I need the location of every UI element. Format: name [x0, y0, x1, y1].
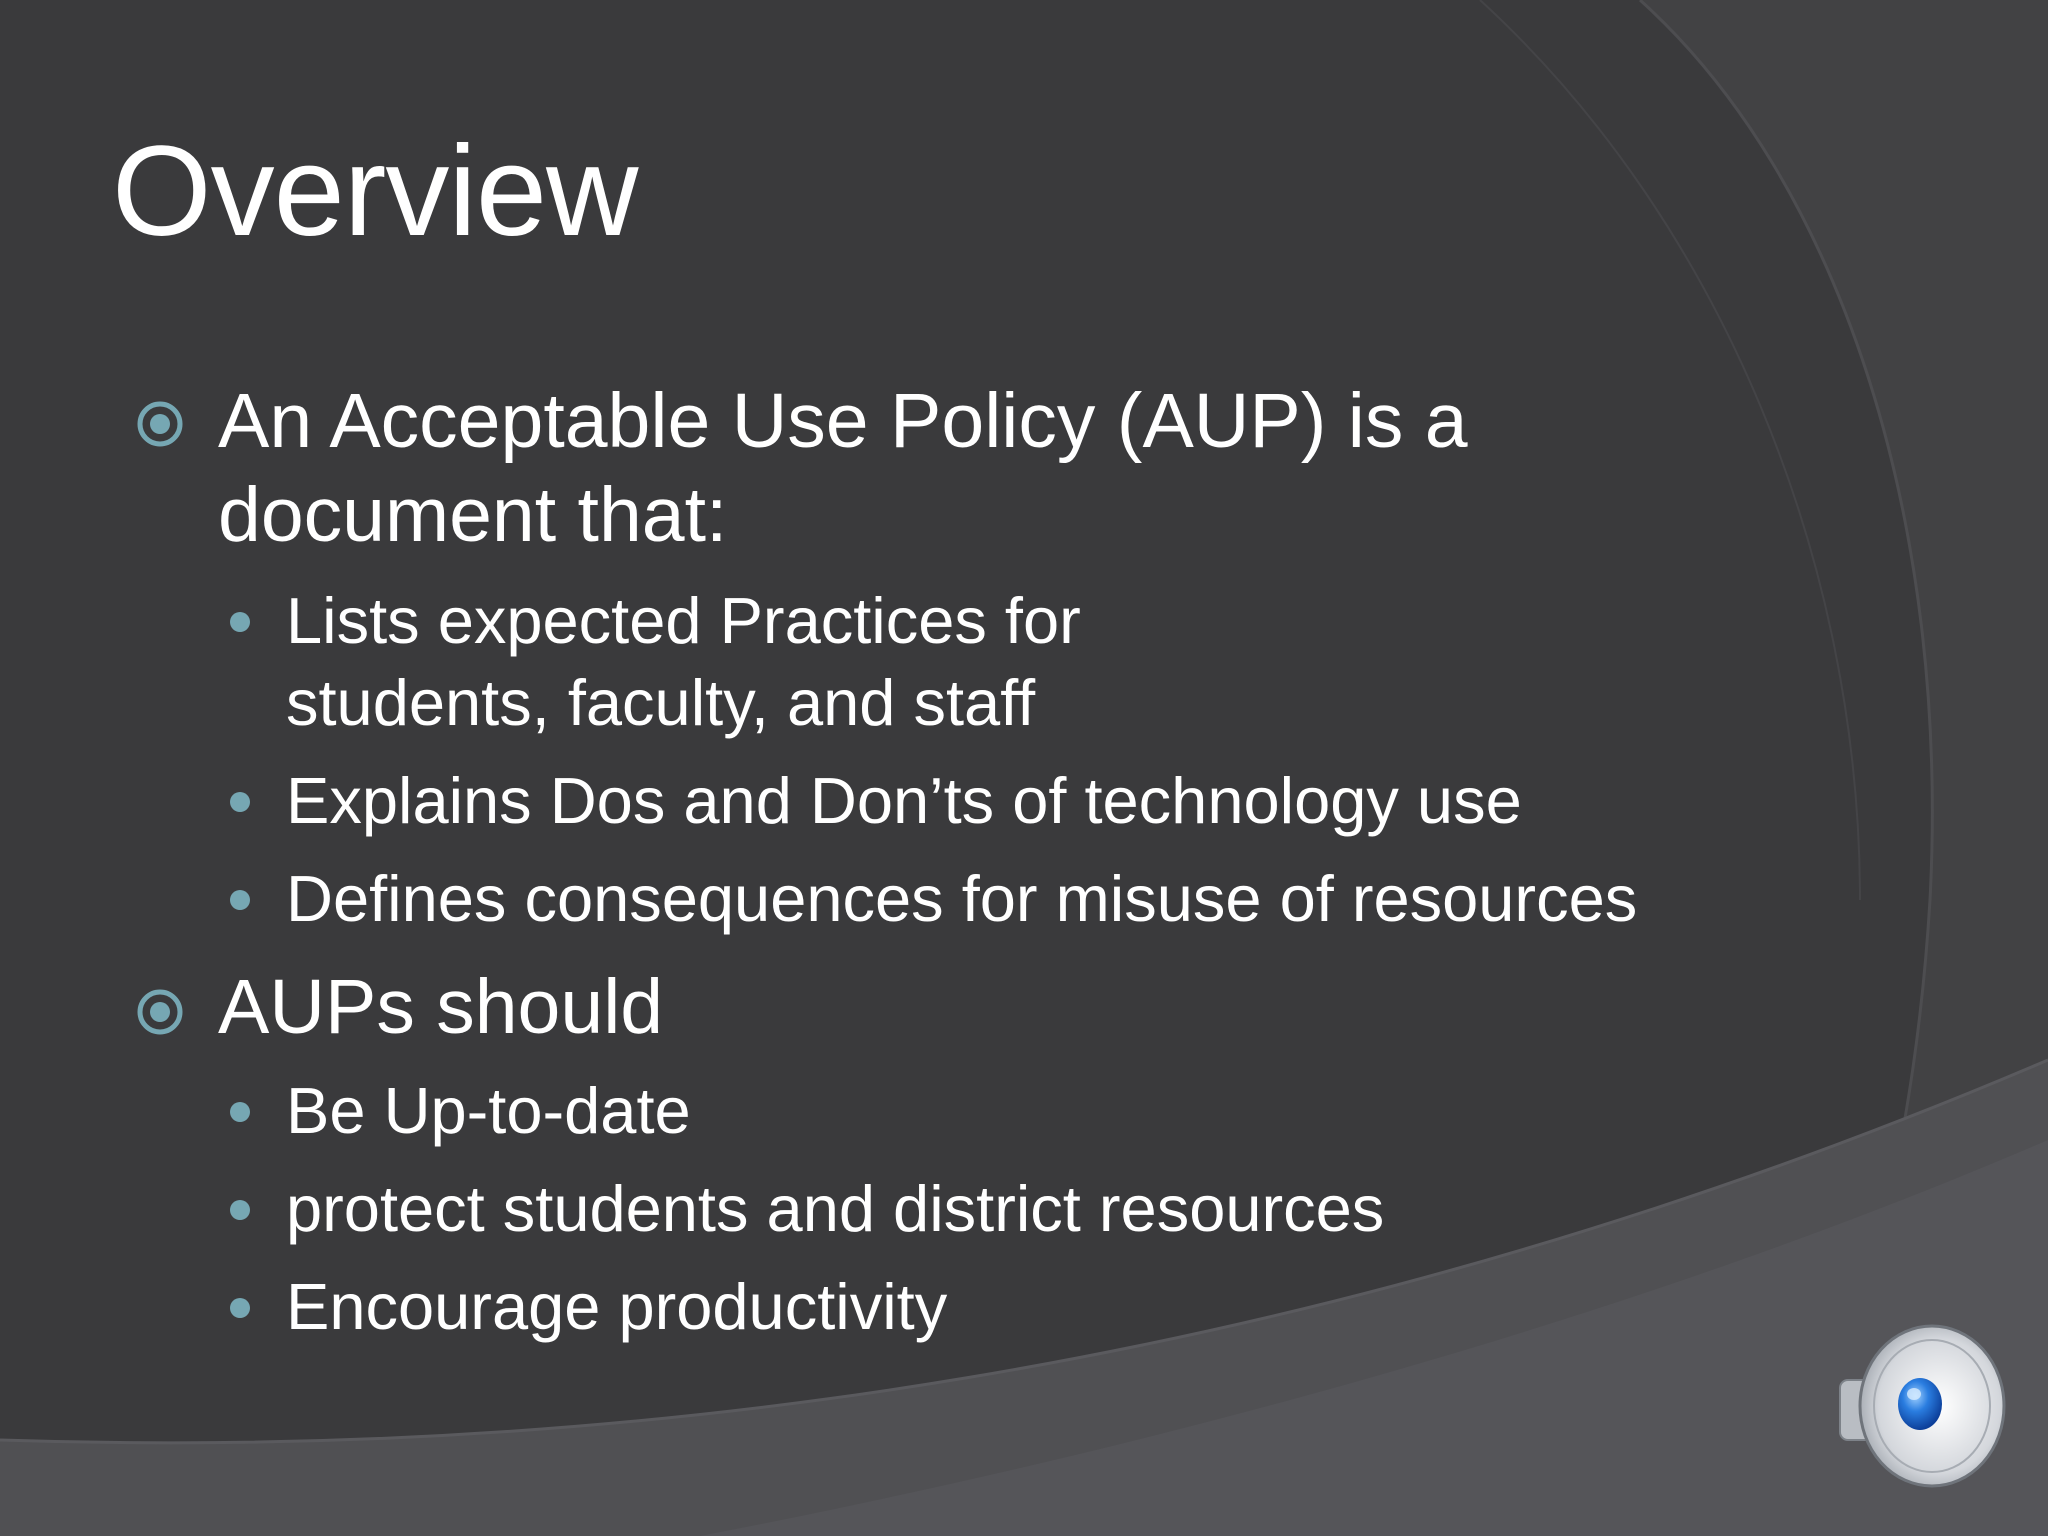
sub-point-1-3: Defines consequences for misuse of resources: [286, 862, 1638, 935]
point-1: [218, 374, 1468, 562]
sub-point-2-3: Encourage productivity: [286, 1270, 948, 1343]
dot-icon: [230, 890, 250, 910]
sub-point-1-1-line-1: Lists expected Practices for: [286, 584, 1081, 657]
sub-point-1-1-line-2: students, faculty, and staff: [286, 666, 1036, 739]
circled-dot-icon: [136, 400, 184, 448]
sub-point-2-2: protect students and district resources: [286, 1172, 1385, 1245]
sub-point-2-1: Be Up-to-date: [286, 1074, 691, 1147]
speaker-icon[interactable]: [1832, 1318, 2012, 1488]
dot-icon: [230, 612, 250, 632]
dot-icon: [230, 1200, 250, 1220]
point-2: AUPs should: [218, 964, 664, 1050]
point-1-line-1: An Acceptable Use Policy (AUP) is a: [218, 378, 1468, 464]
dot-icon: [230, 1102, 250, 1122]
slide-title: Overview: [112, 120, 638, 263]
sub-point-1-2: Explains Dos and Don’ts of technology use: [286, 764, 1522, 837]
dot-icon: [230, 1298, 250, 1318]
circled-dot-icon: [136, 988, 184, 1036]
dot-icon: [230, 792, 250, 812]
point-1-line-2: document that:: [218, 472, 728, 558]
sub-point-1-1: [286, 580, 1081, 744]
